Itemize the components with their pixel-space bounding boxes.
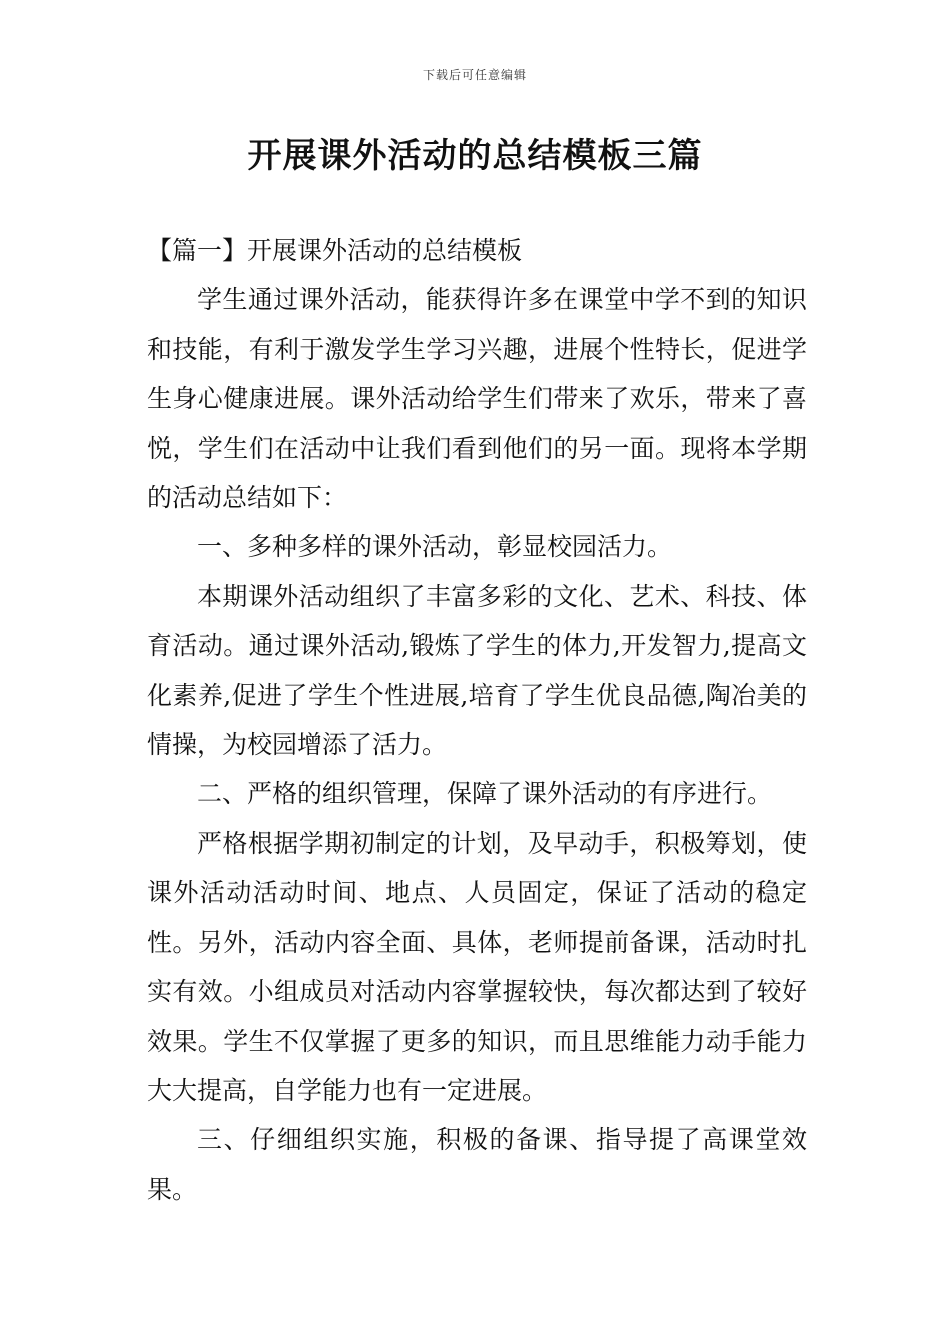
document-body: [147, 226, 807, 1214]
document-title: 开展课外活动的总结模板三篇: [247, 136, 703, 176]
intro-paragraph: 学生通过课外活动，能获得许多在课堂中学不到的知识和技能，有利于激发学生学习兴趣，进展个性特长，促进学生身心健康进展。课外活动给学生们带来了欢乐，带来了喜悦，学生们在活动中让我们看到他们的另一面。现将本学期的活动总结如下：: [147, 285, 807, 513]
point-two-heading: 二、严格的组织管理，保障了课外活动的有序进行。: [197, 779, 773, 809]
point-one-heading: 一、多种多样的课外活动，彰显校园活力。: [197, 532, 673, 562]
point-three-heading: 三、仔细组织实施，积极的备课、指导提了高课堂效果。: [147, 1125, 807, 1204]
point-one-paragraph: 本期课外活动组织了丰富多彩的文化、艺术、科技、体育活动。通过课外活动,锻炼了学生的体力,开发智力,提高文化素养,促进了学生个性进展,培育了学生优良品德,陶冶美的情操，为校园增添了活力。: [147, 581, 807, 760]
point-two-paragraph: 严格根据学期初制定的计划，及早动手，积极筹划，使课外活动活动时间、地点、人员固定，保证了活动的稳定性。另外，活动内容全面、具体，老师提前备课，活动时扎实有效。小组成员对活动内容掌握较快，每次都达到了较好效果。学生不仅掌握了更多的知识，而且思维能力动手能力大大提高，自学能力也有一定进展。: [147, 828, 807, 1105]
header-note: 下载后可任意编辑: [422, 68, 527, 82]
section-heading: 【篇一】开展课外活动的总结模板: [147, 236, 523, 265]
